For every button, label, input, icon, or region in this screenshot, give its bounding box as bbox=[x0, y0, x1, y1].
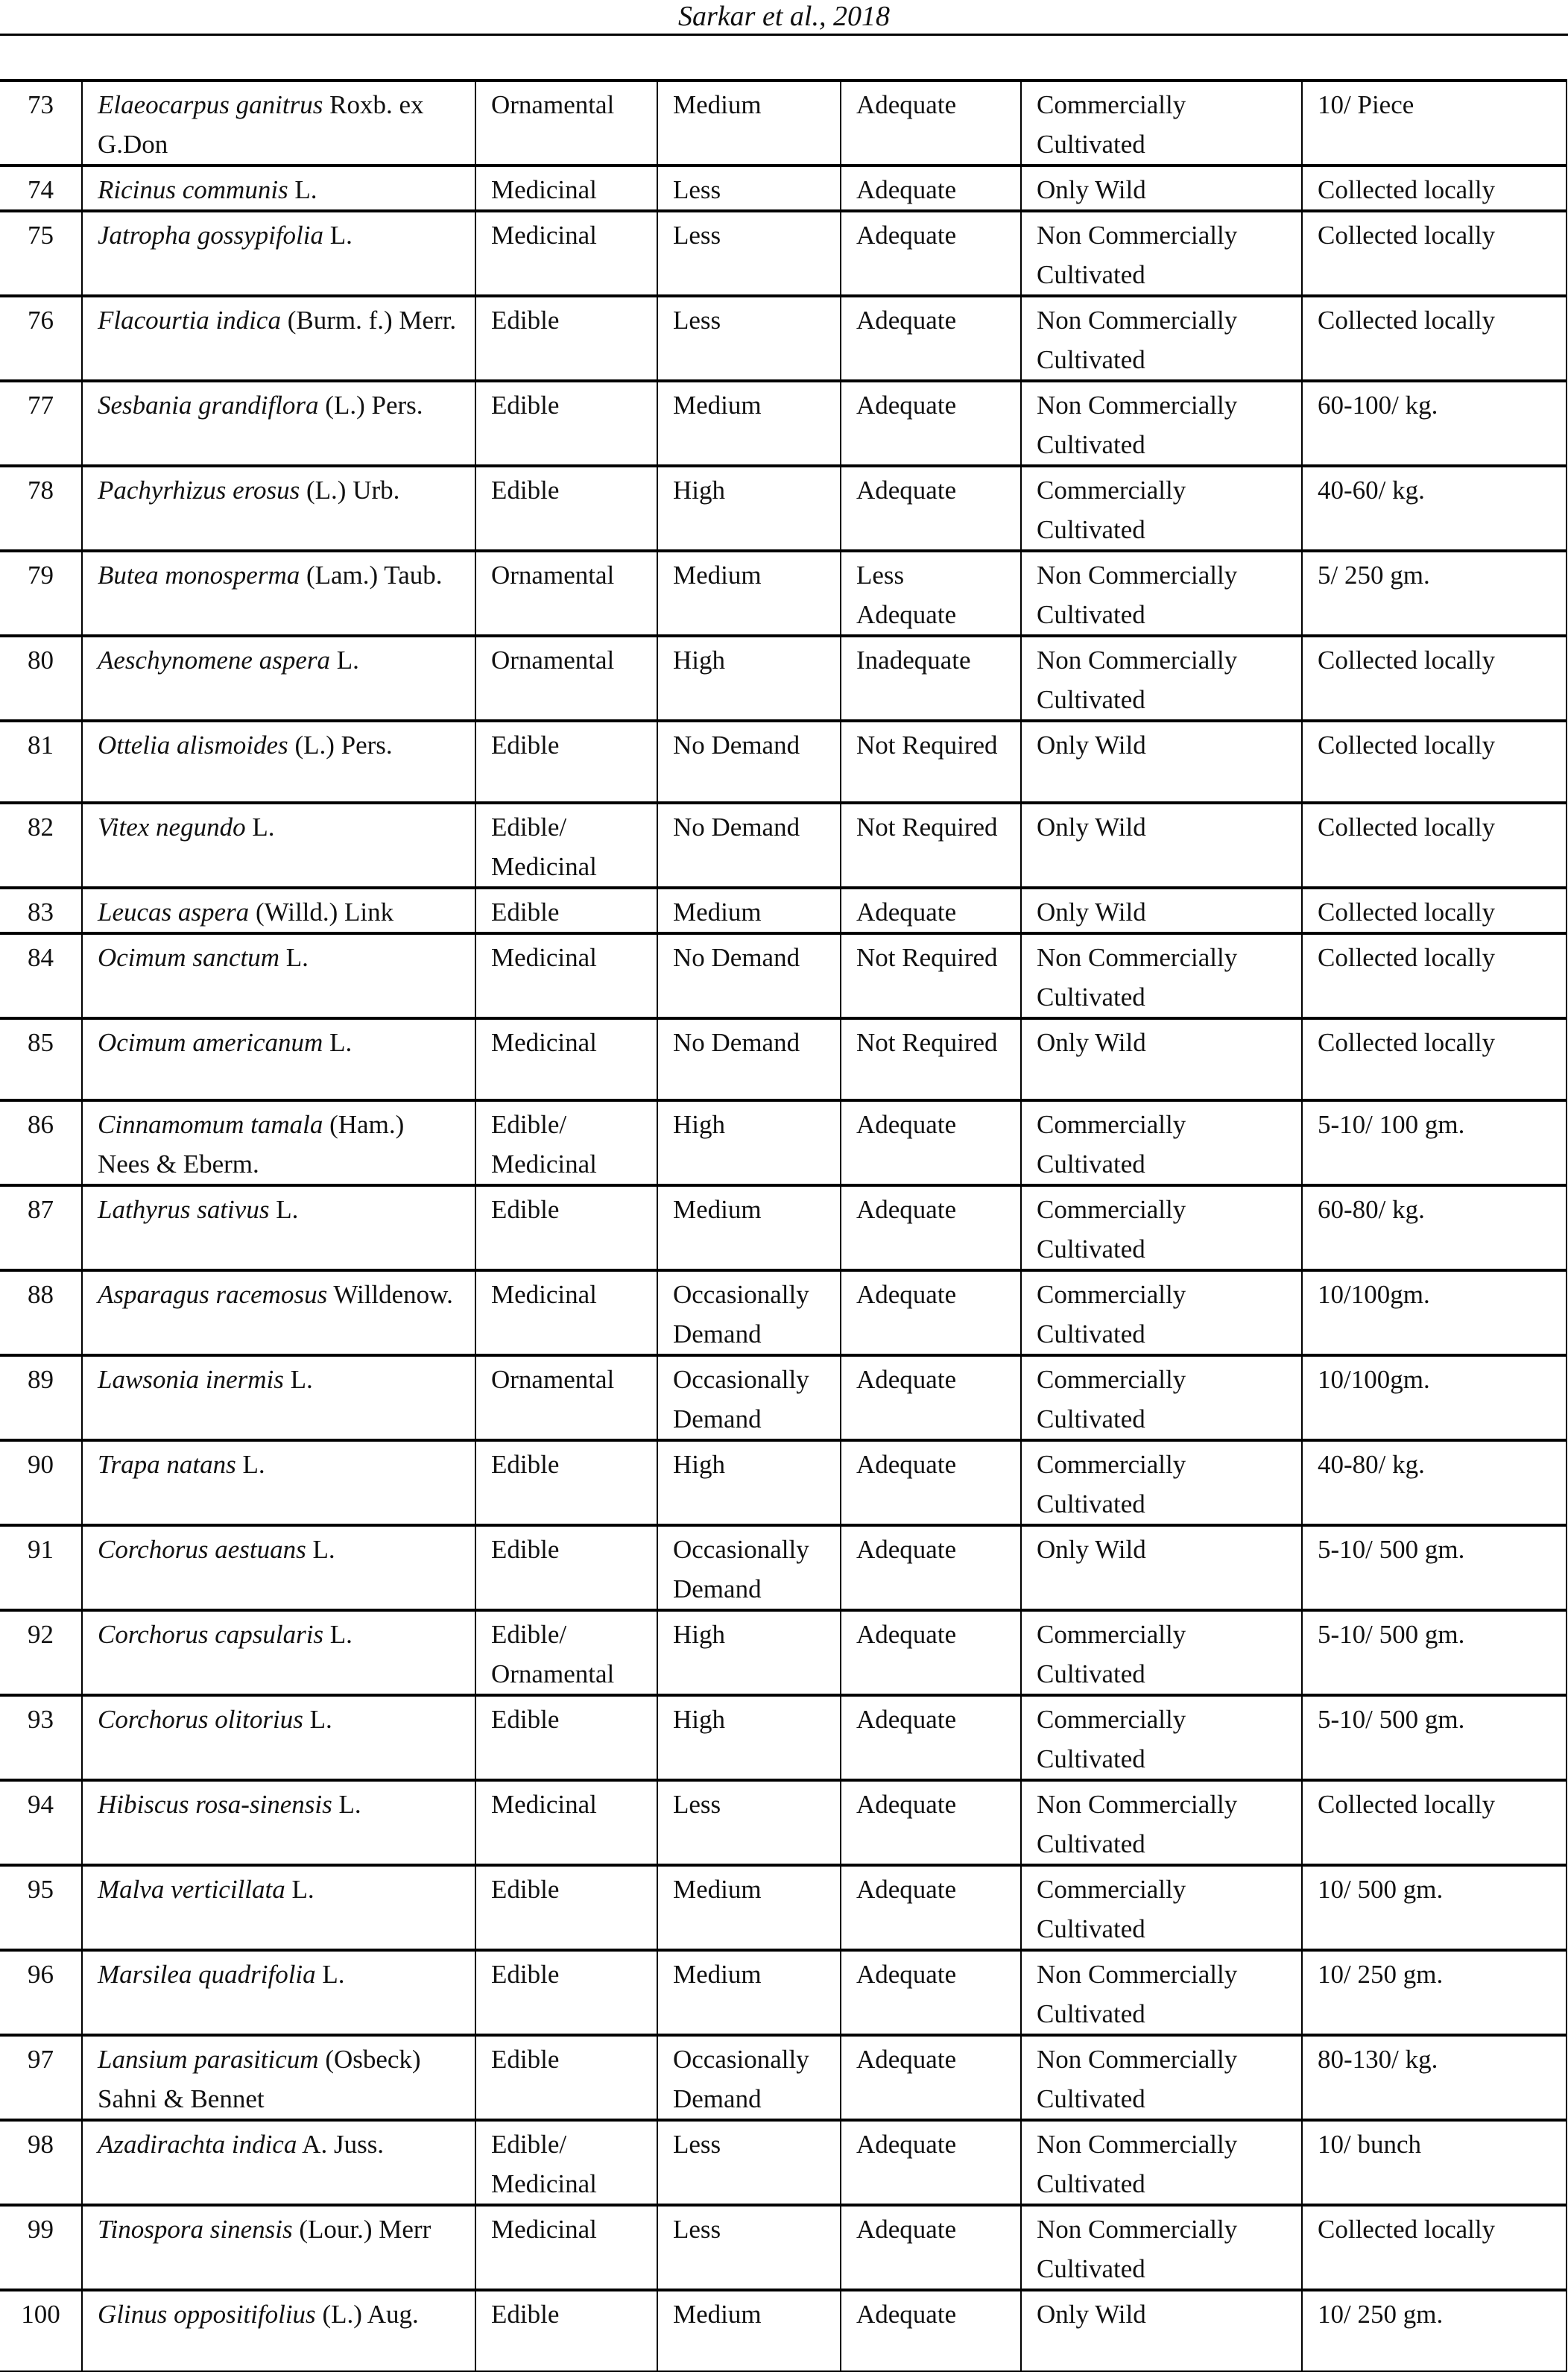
table-row bbox=[0, 933, 1567, 1018]
price-cell: Collected locally bbox=[1302, 2205, 1567, 2290]
cultivation-status-cell: Non Commercially Cultivated bbox=[1021, 933, 1302, 1018]
species-author: (Willd.) Link bbox=[255, 898, 394, 927]
cultivation-status-cell: Non Commercially Cultivated bbox=[1021, 551, 1302, 636]
species-name: Lawsonia inermis bbox=[98, 1365, 284, 1394]
use-cell: Edible bbox=[475, 296, 657, 381]
species-cell bbox=[82, 211, 475, 296]
supply-cell: Adequate bbox=[841, 296, 1021, 381]
table-row bbox=[0, 1780, 1567, 1865]
species-cell bbox=[82, 381, 475, 466]
use-cell: Ornamental bbox=[475, 551, 657, 636]
table-row bbox=[0, 466, 1567, 551]
cultivation-status-cell: Commercially Cultivated bbox=[1021, 1610, 1302, 1695]
supply-cell: Adequate bbox=[841, 1695, 1021, 1780]
row-number-cell: 78 bbox=[0, 466, 82, 551]
demand-cell: Medium bbox=[657, 381, 841, 466]
demand-cell: Medium bbox=[657, 1950, 841, 2035]
row-number-cell: 90 bbox=[0, 1440, 82, 1525]
use-cell: Medicinal bbox=[475, 933, 657, 1018]
species-cell bbox=[82, 1695, 475, 1780]
price-cell: Collected locally bbox=[1302, 933, 1567, 1018]
row-number-cell: 74 bbox=[0, 165, 82, 211]
use-cell: Ornamental bbox=[475, 1355, 657, 1440]
row-number-cell: 91 bbox=[0, 1525, 82, 1610]
species-cell bbox=[82, 1865, 475, 1950]
table-row bbox=[0, 721, 1567, 803]
price-cell: Collected locally bbox=[1302, 636, 1567, 721]
supply-cell: Not Required bbox=[841, 721, 1021, 803]
supply-cell: Adequate bbox=[841, 1610, 1021, 1695]
demand-cell: High bbox=[657, 1440, 841, 1525]
cultivation-status-cell: Commercially Cultivated bbox=[1021, 1695, 1302, 1780]
price-cell: 5-10/ 500 gm. bbox=[1302, 1525, 1567, 1610]
row-number-cell: 80 bbox=[0, 636, 82, 721]
supply-cell: Adequate bbox=[841, 81, 1021, 165]
demand-cell: Medium bbox=[657, 1185, 841, 1270]
cultivation-status-cell: Commercially Cultivated bbox=[1021, 1270, 1302, 1355]
species-cell bbox=[82, 1610, 475, 1695]
use-cell: Edible bbox=[475, 2290, 657, 2371]
species-cell bbox=[82, 2120, 475, 2205]
cultivation-status-cell: Non Commercially Cultivated bbox=[1021, 211, 1302, 296]
table-row bbox=[0, 1950, 1567, 2035]
use-cell: Medicinal bbox=[475, 165, 657, 211]
use-cell: Medicinal bbox=[475, 1780, 657, 1865]
species-cell bbox=[82, 803, 475, 888]
cultivation-status-cell: Only Wild bbox=[1021, 165, 1302, 211]
price-cell: 5/ 250 gm. bbox=[1302, 551, 1567, 636]
supply-cell: Adequate bbox=[841, 2205, 1021, 2290]
species-name: Elaeocarpus ganitrus bbox=[98, 90, 323, 119]
cultivation-status-cell: Commercially Cultivated bbox=[1021, 81, 1302, 165]
species-cell bbox=[82, 466, 475, 551]
table-row bbox=[0, 1865, 1567, 1950]
table-row bbox=[0, 1695, 1567, 1780]
species-name: Ocimum americanum bbox=[98, 1028, 323, 1057]
price-cell: 60-80/ kg. bbox=[1302, 1185, 1567, 1270]
table-row bbox=[0, 1018, 1567, 1100]
species-cell bbox=[82, 2035, 475, 2120]
demand-cell: Medium bbox=[657, 888, 841, 933]
species-name: Asparagus racemosus bbox=[98, 1280, 328, 1309]
species-cell bbox=[82, 636, 475, 721]
species-name: Flacourtia indica bbox=[98, 306, 281, 335]
species-name: Trapa natans bbox=[98, 1450, 236, 1479]
species-author: A. Juss. bbox=[302, 2130, 385, 2159]
table-row bbox=[0, 165, 1567, 211]
price-cell: 10/ 250 gm. bbox=[1302, 2290, 1567, 2371]
species-cell bbox=[82, 933, 475, 1018]
species-name: Pachyrhizus erosus bbox=[98, 476, 300, 505]
table-row bbox=[0, 81, 1567, 165]
species-author: L. bbox=[285, 943, 309, 972]
species-cell bbox=[82, 1950, 475, 2035]
cultivation-status-cell: Only Wild bbox=[1021, 888, 1302, 933]
species-name: Leucas aspera bbox=[98, 898, 250, 927]
price-cell: Collected locally bbox=[1302, 296, 1567, 381]
table-row bbox=[0, 888, 1567, 933]
running-head: Sarkar et al., 2018 bbox=[678, 1, 890, 32]
table-row bbox=[0, 1185, 1567, 1270]
species-author: L. bbox=[276, 1195, 299, 1224]
species-cell bbox=[82, 1440, 475, 1525]
price-cell: 10/ bunch bbox=[1302, 2120, 1567, 2205]
supply-cell: Adequate bbox=[841, 888, 1021, 933]
price-cell: Collected locally bbox=[1302, 721, 1567, 803]
demand-cell: Less bbox=[657, 2205, 841, 2290]
table-row bbox=[0, 2120, 1567, 2205]
species-name: Corchorus olitorius bbox=[98, 1705, 303, 1734]
use-cell: Ornamental bbox=[475, 636, 657, 721]
species-author: L. bbox=[312, 1535, 335, 1564]
species-author: (Ham.) Nees & Eberm. bbox=[98, 1110, 405, 1179]
supply-cell: Adequate bbox=[841, 211, 1021, 296]
species-author: L. bbox=[294, 175, 317, 204]
row-number-cell: 100 bbox=[0, 2290, 82, 2371]
demand-cell: Medium bbox=[657, 2290, 841, 2371]
species-name: Malva verticillata bbox=[98, 1875, 285, 1904]
use-cell: Ornamental bbox=[475, 81, 657, 165]
demand-cell: Less bbox=[657, 165, 841, 211]
species-name: Tinospora sinensis bbox=[98, 2215, 293, 2244]
cultivation-status-cell: Non Commercially Cultivated bbox=[1021, 2035, 1302, 2120]
cultivation-status-cell: Non Commercially Cultivated bbox=[1021, 296, 1302, 381]
header-rule bbox=[0, 34, 1568, 36]
supply-cell: Adequate bbox=[841, 466, 1021, 551]
species-cell bbox=[82, 1525, 475, 1610]
plant-table bbox=[0, 79, 1567, 2372]
price-cell: 5-10/ 500 gm. bbox=[1302, 1610, 1567, 1695]
use-cell: Medicinal bbox=[475, 1018, 657, 1100]
price-cell: 80-130/ kg. bbox=[1302, 2035, 1567, 2120]
price-cell: 10/100gm. bbox=[1302, 1270, 1567, 1355]
use-cell: Edible bbox=[475, 466, 657, 551]
use-cell: Edible bbox=[475, 1865, 657, 1950]
use-cell: Medicinal bbox=[475, 1270, 657, 1355]
use-cell: Edible/ Ornamental bbox=[475, 1610, 657, 1695]
table-row bbox=[0, 1440, 1567, 1525]
row-number-cell: 88 bbox=[0, 1270, 82, 1355]
table-row bbox=[0, 1270, 1567, 1355]
cultivation-status-cell: Commercially Cultivated bbox=[1021, 1355, 1302, 1440]
species-name: Azadirachta indica bbox=[98, 2130, 297, 2159]
table-row bbox=[0, 803, 1567, 888]
price-cell: 10/100gm. bbox=[1302, 1355, 1567, 1440]
row-number-cell: 98 bbox=[0, 2120, 82, 2205]
cultivation-status-cell: Non Commercially Cultivated bbox=[1021, 636, 1302, 721]
species-cell bbox=[82, 551, 475, 636]
demand-cell: Medium bbox=[657, 81, 841, 165]
use-cell: Edible bbox=[475, 1950, 657, 2035]
row-number-cell: 89 bbox=[0, 1355, 82, 1440]
demand-cell: Less bbox=[657, 296, 841, 381]
species-name: Ocimum sanctum bbox=[98, 943, 279, 972]
species-author: L. bbox=[336, 646, 359, 675]
demand-cell: High bbox=[657, 466, 841, 551]
species-name: Ricinus communis bbox=[98, 175, 288, 204]
use-cell: Edible/ Medicinal bbox=[475, 1100, 657, 1185]
species-author: L. bbox=[309, 1705, 332, 1734]
supply-cell: Adequate bbox=[841, 381, 1021, 466]
table-row bbox=[0, 2290, 1567, 2371]
table-row bbox=[0, 1610, 1567, 1695]
demand-cell: Less bbox=[657, 211, 841, 296]
species-author: L. bbox=[329, 1028, 353, 1057]
demand-cell: No Demand bbox=[657, 721, 841, 803]
cultivation-status-cell: Commercially Cultivated bbox=[1021, 1100, 1302, 1185]
species-name: Butea monosperma bbox=[98, 561, 300, 590]
table-row bbox=[0, 211, 1567, 296]
supply-cell: Not Required bbox=[841, 933, 1021, 1018]
plant-table-body bbox=[0, 81, 1567, 2371]
species-cell bbox=[82, 1355, 475, 1440]
supply-cell: Adequate bbox=[841, 165, 1021, 211]
price-cell: 10/ Piece bbox=[1302, 81, 1567, 165]
demand-cell: High bbox=[657, 636, 841, 721]
table-row bbox=[0, 1355, 1567, 1440]
use-cell: Edible bbox=[475, 1185, 657, 1270]
species-name: Corchorus aestuans bbox=[98, 1535, 306, 1564]
species-cell bbox=[82, 2290, 475, 2371]
species-author: (Lour.) Merr bbox=[299, 2215, 431, 2244]
demand-cell: High bbox=[657, 1610, 841, 1695]
use-cell: Edible bbox=[475, 1440, 657, 1525]
price-cell: Collected locally bbox=[1302, 803, 1567, 888]
species-author: (L.) Pers. bbox=[325, 391, 423, 420]
row-number-cell: 84 bbox=[0, 933, 82, 1018]
supply-cell: Adequate bbox=[841, 1100, 1021, 1185]
row-number-cell: 73 bbox=[0, 81, 82, 165]
row-number-cell: 77 bbox=[0, 381, 82, 466]
demand-cell: No Demand bbox=[657, 933, 841, 1018]
supply-cell: Adequate bbox=[841, 1440, 1021, 1525]
species-name: Ottelia alismoides bbox=[98, 731, 288, 760]
species-name: Hibiscus rosa-sinensis bbox=[98, 1790, 332, 1819]
species-cell bbox=[82, 888, 475, 933]
price-cell: Collected locally bbox=[1302, 1018, 1567, 1100]
use-cell: Edible bbox=[475, 1695, 657, 1780]
use-cell: Edible/ Medicinal bbox=[475, 2120, 657, 2205]
species-author: Willdenow. bbox=[333, 1280, 453, 1309]
demand-cell: Occasionally Demand bbox=[657, 1270, 841, 1355]
price-cell: 40-80/ kg. bbox=[1302, 1440, 1567, 1525]
table-row bbox=[0, 2035, 1567, 2120]
row-number-cell: 79 bbox=[0, 551, 82, 636]
species-name: Cinnamomum tamala bbox=[98, 1110, 323, 1139]
cultivation-status-cell: Only Wild bbox=[1021, 1018, 1302, 1100]
cultivation-status-cell: Non Commercially Cultivated bbox=[1021, 381, 1302, 466]
demand-cell: Occasionally Demand bbox=[657, 1525, 841, 1610]
supply-cell: Adequate bbox=[841, 2120, 1021, 2205]
use-cell: Edible bbox=[475, 888, 657, 933]
species-name: Lansium parasiticum bbox=[98, 2045, 319, 2074]
species-cell bbox=[82, 1270, 475, 1355]
supply-cell: Adequate bbox=[841, 1270, 1021, 1355]
species-author: (L.) Aug. bbox=[322, 2300, 419, 2329]
table-row bbox=[0, 381, 1567, 466]
species-cell bbox=[82, 2205, 475, 2290]
use-cell: Edible bbox=[475, 1525, 657, 1610]
species-name: Glinus oppositifolius bbox=[98, 2300, 316, 2329]
price-cell: 40-60/ kg. bbox=[1302, 466, 1567, 551]
price-cell: Collected locally bbox=[1302, 165, 1567, 211]
species-cell bbox=[82, 1018, 475, 1100]
species-cell bbox=[82, 1185, 475, 1270]
use-cell: Edible bbox=[475, 2035, 657, 2120]
cultivation-status-cell: Commercially Cultivated bbox=[1021, 1185, 1302, 1270]
species-author: L. bbox=[322, 1960, 345, 1989]
cultivation-status-cell: Only Wild bbox=[1021, 803, 1302, 888]
table-row bbox=[0, 1100, 1567, 1185]
supply-cell: Adequate bbox=[841, 1355, 1021, 1440]
table-row bbox=[0, 1525, 1567, 1610]
demand-cell: Occasionally Demand bbox=[657, 2035, 841, 2120]
species-name: Corchorus capsularis bbox=[98, 1620, 324, 1649]
species-cell bbox=[82, 165, 475, 211]
species-author: L. bbox=[329, 1620, 353, 1649]
species-name: Sesbania grandiflora bbox=[98, 391, 319, 420]
species-author: L. bbox=[290, 1365, 313, 1394]
species-cell bbox=[82, 721, 475, 803]
row-number-cell: 81 bbox=[0, 721, 82, 803]
row-number-cell: 86 bbox=[0, 1100, 82, 1185]
species-author: (Lam.) Taub. bbox=[306, 561, 443, 590]
cultivation-status-cell: Commercially Cultivated bbox=[1021, 466, 1302, 551]
species-name: Lathyrus sativus bbox=[98, 1195, 270, 1224]
use-cell: Medicinal bbox=[475, 211, 657, 296]
demand-cell: No Demand bbox=[657, 1018, 841, 1100]
supply-cell: Not Required bbox=[841, 1018, 1021, 1100]
species-author: Roxb. ex G.Don bbox=[98, 90, 424, 159]
demand-cell: High bbox=[657, 1100, 841, 1185]
price-cell: 60-100/ kg. bbox=[1302, 381, 1567, 466]
table-row bbox=[0, 636, 1567, 721]
species-cell bbox=[82, 81, 475, 165]
supply-cell: Less Adequate bbox=[841, 551, 1021, 636]
species-author: (L.) Urb. bbox=[306, 476, 400, 505]
supply-cell: Adequate bbox=[841, 2290, 1021, 2371]
row-number-cell: 96 bbox=[0, 1950, 82, 2035]
use-cell: Edible bbox=[475, 721, 657, 803]
species-name: Jatropha gossypifolia bbox=[98, 221, 324, 250]
species-author: (L.) Pers. bbox=[294, 731, 393, 760]
supply-cell: Adequate bbox=[841, 1780, 1021, 1865]
species-name: Aeschynomene aspera bbox=[98, 646, 330, 675]
demand-cell: Medium bbox=[657, 551, 841, 636]
species-cell bbox=[82, 1780, 475, 1865]
species-author: (Burm. f.) Merr. bbox=[287, 306, 457, 335]
supply-cell: Not Required bbox=[841, 803, 1021, 888]
row-number-cell: 85 bbox=[0, 1018, 82, 1100]
demand-cell: High bbox=[657, 1695, 841, 1780]
price-cell: 10/ 250 gm. bbox=[1302, 1950, 1567, 2035]
demand-cell: Less bbox=[657, 1780, 841, 1865]
use-cell: Edible/ Medicinal bbox=[475, 803, 657, 888]
cultivation-status-cell: Commercially Cultivated bbox=[1021, 1440, 1302, 1525]
species-author: L. bbox=[242, 1450, 265, 1479]
species-author: L. bbox=[329, 221, 353, 250]
demand-cell: Medium bbox=[657, 1865, 841, 1950]
cultivation-status-cell: Non Commercially Cultivated bbox=[1021, 2120, 1302, 2205]
species-author: (Osbeck) Sahni & Bennet bbox=[98, 2045, 421, 2113]
price-cell: 5-10/ 100 gm. bbox=[1302, 1100, 1567, 1185]
species-author: L. bbox=[338, 1790, 361, 1819]
supply-cell: Inadequate bbox=[841, 636, 1021, 721]
cultivation-status-cell: Only Wild bbox=[1021, 1525, 1302, 1610]
species-cell bbox=[82, 1100, 475, 1185]
row-number-cell: 92 bbox=[0, 1610, 82, 1695]
table-row bbox=[0, 2205, 1567, 2290]
demand-cell: Less bbox=[657, 2120, 841, 2205]
cultivation-status-cell: Non Commercially Cultivated bbox=[1021, 2205, 1302, 2290]
row-number-cell: 75 bbox=[0, 211, 82, 296]
supply-cell: Adequate bbox=[841, 1950, 1021, 2035]
use-cell: Medicinal bbox=[475, 2205, 657, 2290]
price-cell: Collected locally bbox=[1302, 888, 1567, 933]
table-row bbox=[0, 296, 1567, 381]
price-cell: Collected locally bbox=[1302, 1780, 1567, 1865]
species-author: L. bbox=[252, 813, 275, 842]
supply-cell: Adequate bbox=[841, 1525, 1021, 1610]
supply-cell: Adequate bbox=[841, 1865, 1021, 1950]
cultivation-status-cell: Non Commercially Cultivated bbox=[1021, 1780, 1302, 1865]
supply-cell: Adequate bbox=[841, 2035, 1021, 2120]
row-number-cell: 87 bbox=[0, 1185, 82, 1270]
row-number-cell: 97 bbox=[0, 2035, 82, 2120]
row-number-cell: 94 bbox=[0, 1780, 82, 1865]
demand-cell: Occasionally Demand bbox=[657, 1355, 841, 1440]
cultivation-status-cell: Non Commercially Cultivated bbox=[1021, 1950, 1302, 2035]
price-cell: 10/ 500 gm. bbox=[1302, 1865, 1567, 1950]
row-number-cell: 82 bbox=[0, 803, 82, 888]
cultivation-status-cell: Only Wild bbox=[1021, 2290, 1302, 2371]
cultivation-status-cell: Only Wild bbox=[1021, 721, 1302, 803]
use-cell: Edible bbox=[475, 381, 657, 466]
species-author: L. bbox=[291, 1875, 314, 1904]
row-number-cell: 99 bbox=[0, 2205, 82, 2290]
species-cell bbox=[82, 296, 475, 381]
supply-cell: Adequate bbox=[841, 1185, 1021, 1270]
demand-cell: No Demand bbox=[657, 803, 841, 888]
row-number-cell: 76 bbox=[0, 296, 82, 381]
species-name: Vitex negundo bbox=[98, 813, 246, 842]
species-name: Marsilea quadrifolia bbox=[98, 1960, 316, 1989]
row-number-cell: 93 bbox=[0, 1695, 82, 1780]
price-cell: Collected locally bbox=[1302, 211, 1567, 296]
row-number-cell: 83 bbox=[0, 888, 82, 933]
row-number-cell: 95 bbox=[0, 1865, 82, 1950]
cultivation-status-cell: Commercially Cultivated bbox=[1021, 1865, 1302, 1950]
table-row bbox=[0, 551, 1567, 636]
price-cell: 5-10/ 500 gm. bbox=[1302, 1695, 1567, 1780]
